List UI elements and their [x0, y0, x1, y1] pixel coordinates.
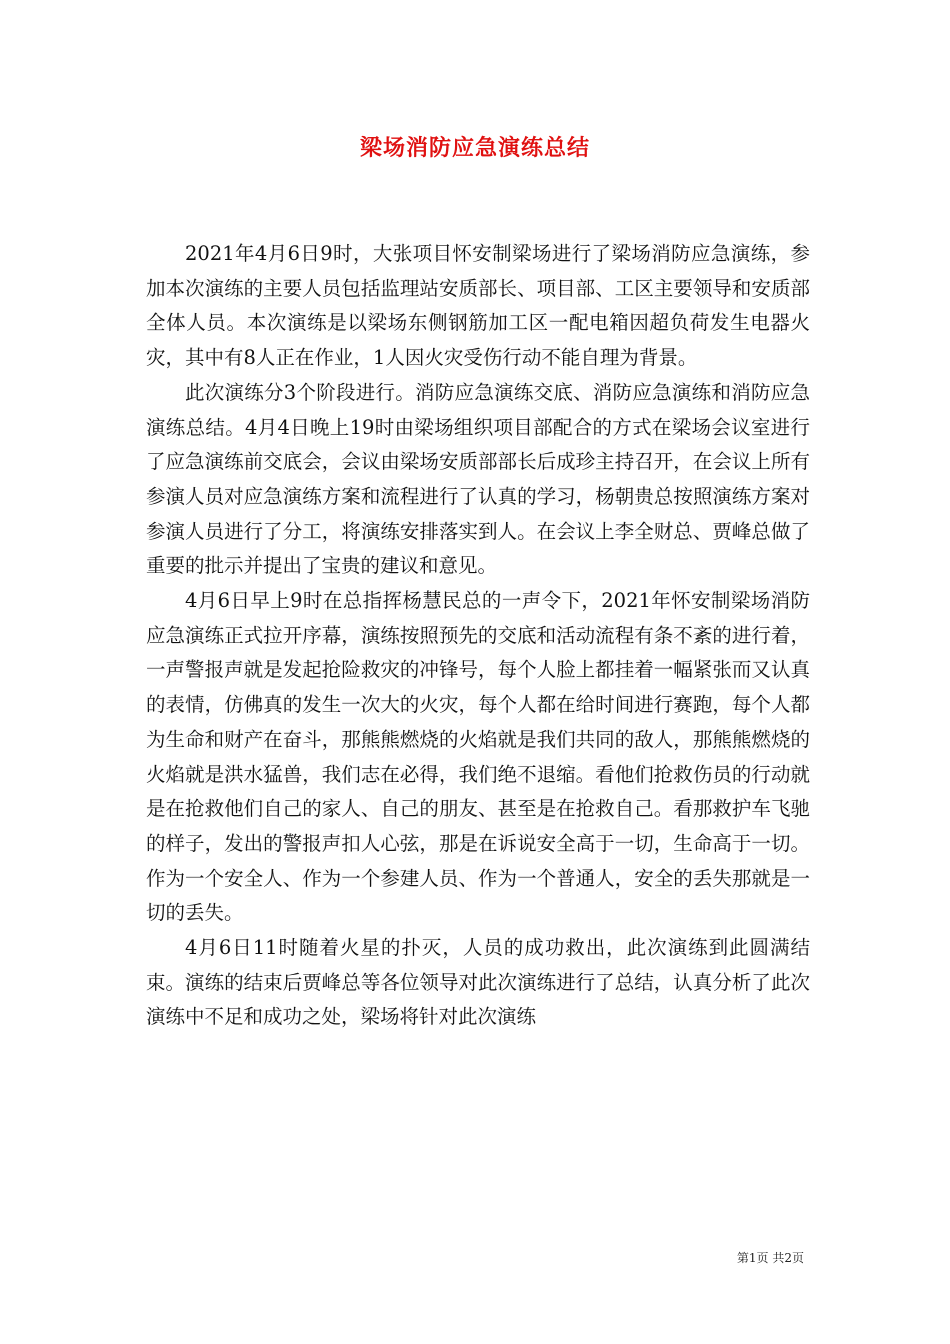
paragraph: 2021年4月6日9时，大张项目怀安制梁场进行了梁场消防应急演练，参加本次演练的主要人员包括监理站安质部长、项目部、工区主要领导和安质部全体人员。本次演练是以梁场东侧钢筋加工区一配电箱因超负荷发生电器火灾，其中有8人正在作业，1人因火灾受伤行动不能自理为背景。	[146, 242, 810, 370]
paragraph: 4月6日早上9时在总指挥杨慧民总的一声令下，2021年怀安制梁场消防应急演练正式拉开序幕，演练按照预先的交底和活动流程有条不紊的进行着，一声警报声就是发起抢险救灾的冲锋号，每个人脸上都挂着一幅紧张而又认真的表情，仿佛真的发生一次大的火灾，每个人都在给时间进行赛跑，每个人都为生命和财产在奋斗，那熊熊燃烧的火焰就是我们共同的敌人，那熊熊燃烧的火焰就是洪水猛兽，我们志在必得，我们绝不退缩。看他们抢救伤员的行动就是在抢救他们自己的家人、自己的朋友、甚至是在抢救自己。看那救护车飞驰的样子，发出的警报声扣人心弦，那是在诉说安全高于一切，生命高于一切。作为一个安全人、作为一个参建人员、作为一个普通人，安全的丢失那就是一切的丢失。	[146, 589, 810, 925]
document-body	[146, 237, 810, 1035]
document-title: 梁场消防应急演练总结	[359, 135, 590, 161]
page-number: 第1页 共2页	[736, 1251, 804, 1265]
paragraph: 4月6日11时随着火星的扑灭，人员的成功救出，此次演练到此圆满结束。演练的结束后贾峰总等各位领导对此次演练进行了总结，认真分析了此次演练中不足和成功之处，梁场将针对此次演练	[146, 936, 810, 1029]
paragraph: 此次演练分3个阶段进行。消防应急演练交底、消防应急演练和消防应急演练总结。4月4日晚上19时由梁场组织项目部配合的方式在梁场会议室进行了应急演练前交底会，会议由梁场安质部部长后成珍主持召开，在会议上所有参演人员对应急演练方案和流程进行了认真的学习，杨朝贵总按照演练方案对参演人员进行了分工，将演练安排落实到人。在会议上李全财总、贾峰总做了重要的批示并提出了宝贵的建议和意见。	[146, 380, 810, 578]
